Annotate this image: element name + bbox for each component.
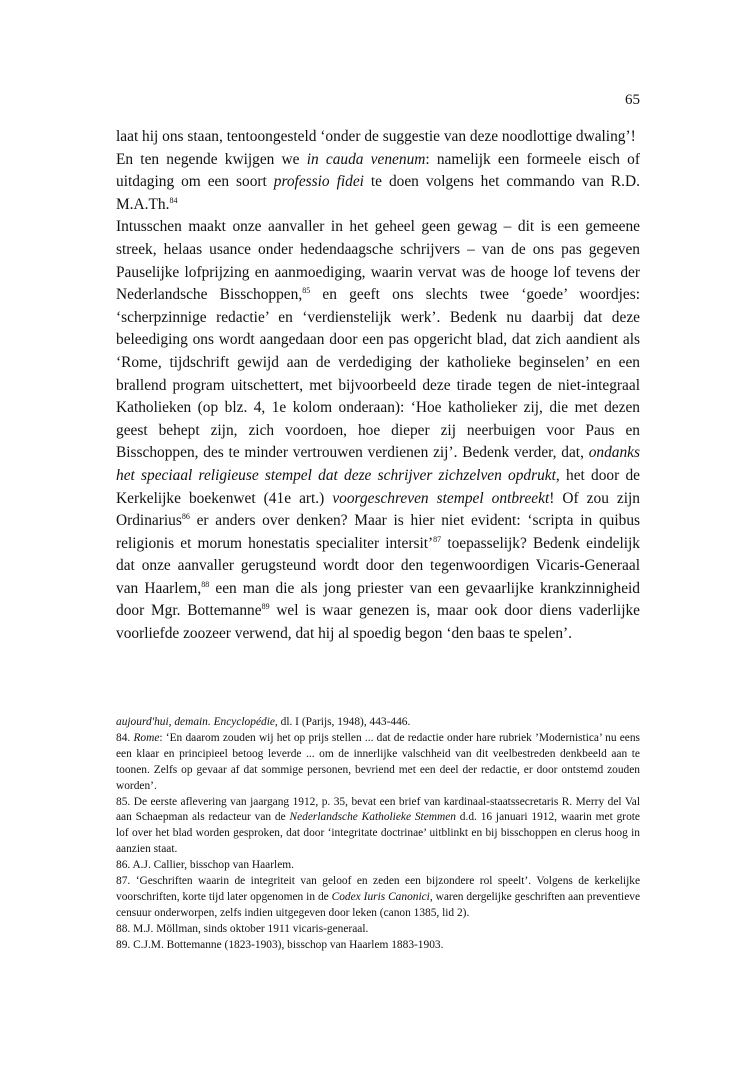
footnote-ref-84[interactable]: 84 bbox=[169, 195, 178, 205]
footnote-87-number: 87. bbox=[116, 875, 136, 888]
footnote-85-number: 85. bbox=[116, 795, 134, 808]
footnote-87-text-c: , waren dergelijke geschriften aan preventieve censuur onderworpen, zelfs indien uitgegeven door leken (canon 1385, lid 2). bbox=[116, 890, 641, 919]
footnote-85-italic: Nederlandsche Katholieke Stemmen bbox=[289, 811, 456, 824]
p3-text-d: , het door de Kerkelijke boekenwet (41e art.) bbox=[116, 466, 640, 507]
paragraph-1: laat hij ons staan, tentoongesteld ‘onder de suggestie van deze noodlottige dwaling’! bbox=[116, 128, 636, 145]
p3-text-b: en geeft ons slechts twee ‘goede’ woordjes: ‘scherpzinnige redactie’ en ‘verdienstelijk werk’. Bedenk nu daarbij dat deze beleediging ons wordt aangedaan door een pas opgericht blad, dat zich aandient als ‘Rome, tijdschrift gewijd aan de verdediging der katholieke beginselen’ en een brallend program uitschettert, met bijvoorbeeld deze tirade tegen de niet-integraal Katholieken (op blz. 4, 1e kolom onderaan): ‘Hoe katholieker zij, die met dezen geest behept zijn, zich voordoen, hoe dieper zij neerbuigen voor Paus en Bisschoppen, des te minder vertrouwen verdienen zij’. Bedenk verder, dat, bbox=[116, 286, 640, 462]
p2-italic-in-cauda: in cauda venenum bbox=[306, 150, 426, 168]
p2-text-e: te doen volgens het commando van R.D. M.A.Th. bbox=[116, 173, 640, 213]
footnote-ref-85[interactable]: 85 bbox=[302, 286, 311, 296]
footnote-86: 86. A.J. Callier, bisschop van Haarlem. bbox=[116, 859, 294, 872]
footnote-85-text-a: De eerste aflevering van jaargang 1912, p. 35, bevat een brief van kardinaal-staatssecretaris R. Merry del Val aan Schaepman als redacteur van de bbox=[116, 795, 641, 824]
p3-text-h: toepasselijk? Bedenk eindelijk dat onze aanvaller gerugsteund wordt door den tegenwoordigen Vicaris-Generaal van Haarlem, bbox=[116, 534, 640, 597]
page-number: 65 bbox=[625, 92, 640, 108]
footnote-ref-88[interactable]: 88 bbox=[201, 579, 210, 589]
footnote-ref-86[interactable]: 86 bbox=[181, 511, 190, 521]
footnote-cont-italic: aujourd'hui, demain. Encyclopédie bbox=[116, 716, 275, 728]
p3-text-j: wel is waar genezen is, maar ook door diens vaderlijke voorliefde zoozeer verwend, dat hij al spoedig begon ‘den baas te spelen’. bbox=[116, 602, 641, 643]
p3-text-a: Intusschen maakt onze aanvaller in het geheel geen gewag – dit is een gemeene streek, helaas usance onder hedendaagsche schrijvers – van de ons pas gegeven Pauselijke lofprijzing en aanmoediging, waarin vervat was de hooge lof tevens der Nederlandsche Bisschoppen, bbox=[116, 218, 640, 304]
footnote-87 bbox=[116, 874, 640, 922]
footnote-88: 88. M.J. Möllman, sinds oktober 1911 vicaris-generaal. bbox=[116, 922, 369, 935]
paragraph-3 bbox=[116, 216, 640, 645]
p3-text-i: een man die als jong priester van een gevaarlijke krankzinnigheid door Mgr. Bottemanne bbox=[116, 579, 640, 620]
footnote-ref-87[interactable]: 87 bbox=[433, 534, 442, 544]
paragraph-2 bbox=[116, 149, 640, 217]
footnote-84-text: : ‘En daarom zouden wij het op prijs stellen ... dat de redactie onder hare rubriek ’Modernistica’ nu eens een klaar en principieel betoog leverde ... om de innerlijke valschheid van dit veelbestreden denkbeeld aan te toonen. Zelfs op gevaar af dat sommige personen, bevriend met een deel der redactie, er door ontstemd zouden worden’. bbox=[116, 731, 640, 792]
footnote-84 bbox=[116, 731, 640, 795]
footnote-84-number: 84. bbox=[116, 731, 134, 744]
footnote-cont-text: , dl. I (Parijs, 1948), 443-446. bbox=[274, 716, 411, 728]
p2-text-c: : namelijk een formeele eisch of uitdaging om een soort bbox=[116, 150, 640, 191]
p2-italic-professio: professio fidei bbox=[273, 173, 364, 191]
footnote-89: 89. C.J.M. Bottemanne (1823-1903), bisschop van Haarlem 1883-1903. bbox=[116, 938, 444, 951]
p2-text-a: En ten negende kwijgen we bbox=[116, 150, 307, 168]
footnotes bbox=[116, 715, 640, 954]
footnote-continuation bbox=[116, 715, 640, 731]
footnote-ref-89[interactable]: 89 bbox=[261, 602, 270, 612]
p3-italic-voorgeschreven: voorgeschreven stempel ontbreekt bbox=[332, 489, 550, 507]
footnote-84-italic: Rome bbox=[133, 731, 160, 744]
footnote-85 bbox=[116, 795, 640, 859]
footnote-85-text-c: d.d. 16 januari 1912, waarin met grote lof over het blad worden gesproken, dat door ‘integritate doctrinae’ uitblinkt en bij bisschoppen en clerus hoog in aanzien staat. bbox=[116, 811, 640, 856]
p3-italic-ondanks: ondanks het speciaal religieuse stempel dat deze schrijver zichzelven opdrukt bbox=[116, 444, 640, 484]
main-text bbox=[116, 126, 640, 646]
p3-text-f: ! Of zou zijn Ordinarius bbox=[116, 489, 640, 530]
p3-text-g: er anders over denken? Maar is hier niet evident: ‘scripta in quibus religionis et morum honestatis specialiter intersit’ bbox=[116, 512, 640, 552]
footnote-87-text-a: ‘Geschriften waarin de integriteit van geloof en zeden een bijzondere rol speelt’. Volgens de kerkelijke voorschriften, korte tijd later opgenomen in de bbox=[116, 875, 640, 903]
footnote-87-italic: Codex Iuris Canonici bbox=[331, 890, 430, 903]
